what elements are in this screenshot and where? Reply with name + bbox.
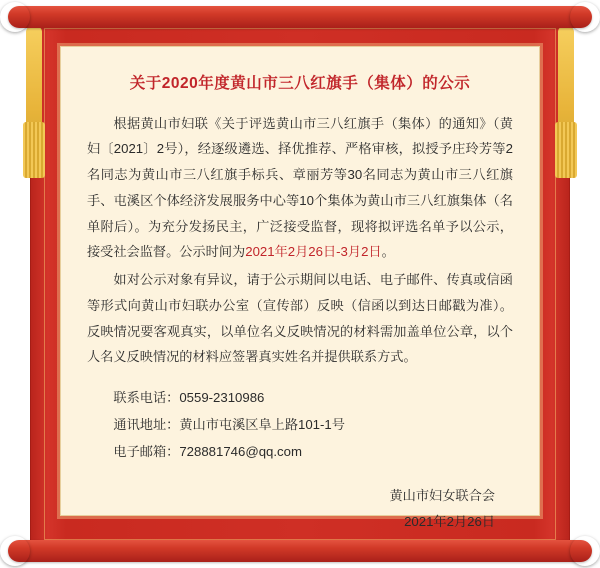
list-item-email: 电子邮箱：728881746@qq.com (113, 444, 302, 460)
roller-knob-bottom-right (570, 536, 600, 566)
tassel-right (558, 26, 574, 176)
signature-organization: 黄山市妇女联合会 (389, 488, 495, 504)
paragraph-text: 如对公示对象有异议，请于公示期间以电话、电子邮件、传真或信函等形式向黄山市妇联办公室（宣传部）反映（信函以到达日邮戳为准）。反映情况要客观真实，以单位名义反映情况的材料需加盖单位公章，以个人名义反映情况的材料应签署真实姓名并提供联系方式。 (87, 272, 513, 365)
paragraph-announcement (87, 111, 513, 265)
signature-block (87, 483, 513, 534)
contact-list (87, 384, 513, 465)
signature-date: 2021年2月26日 (404, 513, 495, 529)
scroll-roller-top (8, 6, 592, 28)
document-paper (60, 46, 540, 529)
page-title: 关于2020年度黄山市三八红旗手（集体）的公示 (129, 75, 471, 92)
list-item-address: 通讯地址：黄山市屯溪区阜上路101-1号 (113, 417, 345, 433)
list-item-phone: 联系电话：0559-2310986 (113, 390, 265, 406)
roller-knob-top-left (0, 2, 30, 32)
public-notice-period: 2021年2月26日-3月2日 (245, 244, 382, 260)
paragraph-text: 根据黄山市妇联《关于评选黄山市三八红旗手（集体）的通知》（黄妇〔2021〕2号），经逐级遴选、择优推荐、严格审核，拟授予庄玲芳等2名同志为黄山市三八红旗手标兵、章丽芳等30名同志为黄山市三八红旗手、屯溪区个体经济发展服务中心等10个集体为黄山市三八红旗集体（名单附后）。为充分发扬民主，广泛接受监督，现将拟评选名单予以公示，接受社会监督。公示时间为 (87, 115, 513, 260)
paragraph-text-tail: 。 (381, 244, 395, 260)
roller-knob-bottom-left (0, 536, 30, 566)
tassel-left (26, 26, 42, 176)
roller-knob-top-right (570, 2, 600, 32)
scroll-roller-bottom (8, 540, 592, 562)
paragraph-objection (87, 267, 513, 370)
